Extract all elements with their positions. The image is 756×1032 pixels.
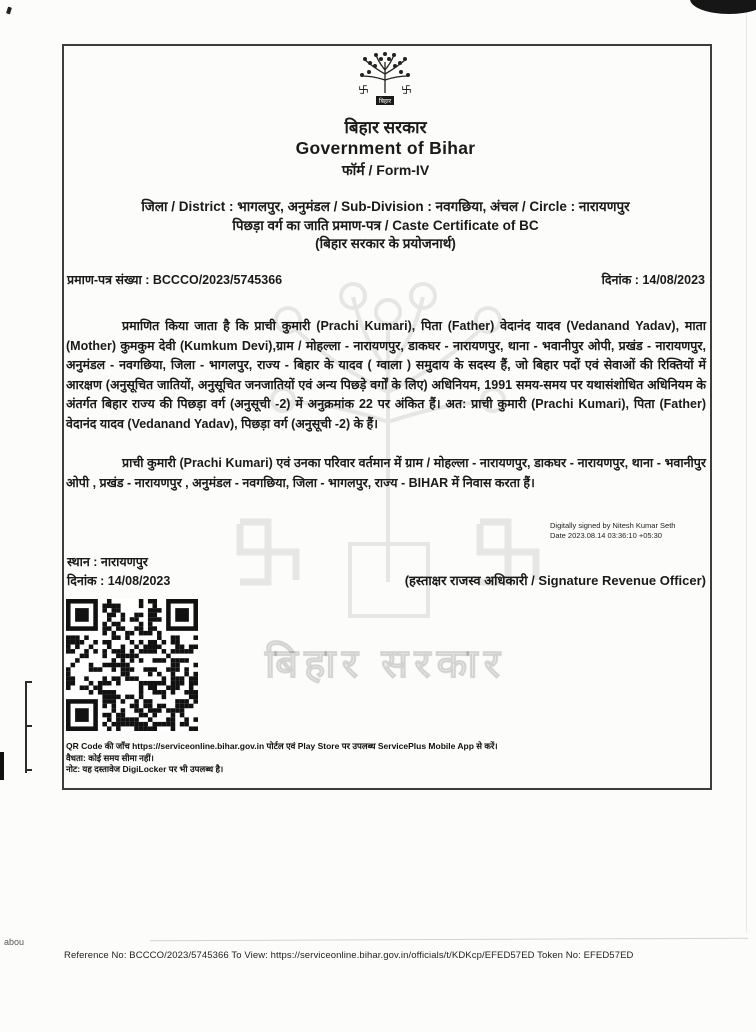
meta-row (67, 271, 705, 288)
emblem-caption: बिहार (378, 99, 392, 105)
scan-fold-line (150, 938, 748, 942)
certificate-title: पिछड़ा वर्ग का जाति प्रमाण-पत्र / Caste Certificate of BC (232, 218, 539, 233)
watermark-text: बिहार सरकार (264, 642, 507, 686)
certificate-number: प्रमाण-पत्र संख्या : BCCCO/2023/5745366 (67, 273, 283, 287)
qr-note-line3: नोट: यह दस्तावेज DigiLocker पर भी उपलब्ध है। (66, 764, 224, 774)
certificate-paragraph-2: प्राची कुमारी (Prachi Kumari) एवं उनका परिवार वर्तमान में ग्राम / मोहल्ला - नारायणपुर, डाकघर - नारायणपुर, थाना - भवानीपुर ओपी , प्रखंड - नारायणपुर , अनुमंडल - नवगछिया, जिला - भागलपुर, राज्य - BIHAR में निवास करता हैं। (66, 456, 706, 490)
qr-note-line1: QR Code की जाँच https://serviceonline.bihar.gov.in पोर्टल एवं Play Store पर उपलब्ध ServicePlus Mobile App से करें। (66, 741, 498, 751)
title-hindi: बिहार सरकार (344, 118, 427, 137)
digital-signature-line1: Digitally signed by Nitesh Kumar Seth (550, 521, 676, 530)
issue-date: दिनांक : 14/08/2023 (601, 273, 705, 287)
scan-mark-artifact (6, 7, 12, 15)
signature-officer-line: (हस्ताक्षर राजस्व अधिकारी / Signature Revenue Officer) (404, 573, 706, 588)
qr-code (66, 599, 198, 731)
qr-notes (66, 741, 646, 776)
signature-date-line: दिनांक : 14/08/2023 (67, 574, 171, 588)
scan-margin-text: abou (4, 937, 25, 947)
scan-binding-marks (25, 681, 27, 773)
digital-signature-block (550, 521, 675, 540)
form-number: फॉर्म / Form-IV (341, 162, 430, 178)
title-english: Government of Bihar (295, 138, 476, 158)
digital-signature-line2: Date 2023.08.14 03:36:10 +05:30 (550, 530, 662, 540)
purpose-line: (बिहार सरकार के प्रयोजनार्थ) (315, 236, 456, 251)
district-line: जिला / District : भागलपुर, अनुमंडल / Sub-Division : नवगछिया, अंचल / Circle : नारायणपुर (141, 199, 630, 214)
scan-edge-bar (0, 752, 4, 780)
place-line: स्थान : नारायणपुर (67, 555, 148, 569)
reference-line: Reference No: BCCCO/2023/5745366 To View: https://serviceonline.bihar.gov.in/officials/t/KDKcp/EFED57ED Token No: EFED57ED (64, 950, 634, 961)
certificate-paragraph-1: प्रमाणित किया जाता है कि प्राची कुमारी (Prachi Kumari), पिता (Father) वेदानंद यादव (Vedanand Yadav), माता (Mother) कुमकुम देवी (Kumkum Devi),ग्राम / मोहल्ला - नारायणपुर, डाकघर - नारायणपुर, थाना - भवानीपुर ओपी, प्रखंड - नारायणपुर, अनुमंडल - नवगछिया, जिला - भागलपुर, राज्य - बिहार के यादव ( ग्वाला ) समुदाय के सदस्य हैं, जो बिहार पदों एवं सेवाओं की रिक्तियों में आरक्षण (अनुसूचित जातियों, अनुसूचित जनजातियों एवं अन्य पिछड़े वर्गों के लिए) अधिनियम, 1991 समय-समय पर यथासंशोधित अधिनियम के अंतर्गत बिहार राज्य की पिछड़ा वर्ग (अनुसूची -2) में अनुक्रमांक 22 पर अंकित हैं। अत: प्राची कुमारी (Prachi Kumari), पिता (Father) वेदानंद यादव (Vedanand Yadav), पिछड़ा वर्ग (अनुसूची -2) के हैं। (66, 319, 707, 431)
qr-note-line2: वैधता: कोई समय सीमा नहीं। (66, 752, 154, 763)
bihar-emblem-icon (350, 50, 420, 108)
scan-edge-line (746, 8, 747, 933)
